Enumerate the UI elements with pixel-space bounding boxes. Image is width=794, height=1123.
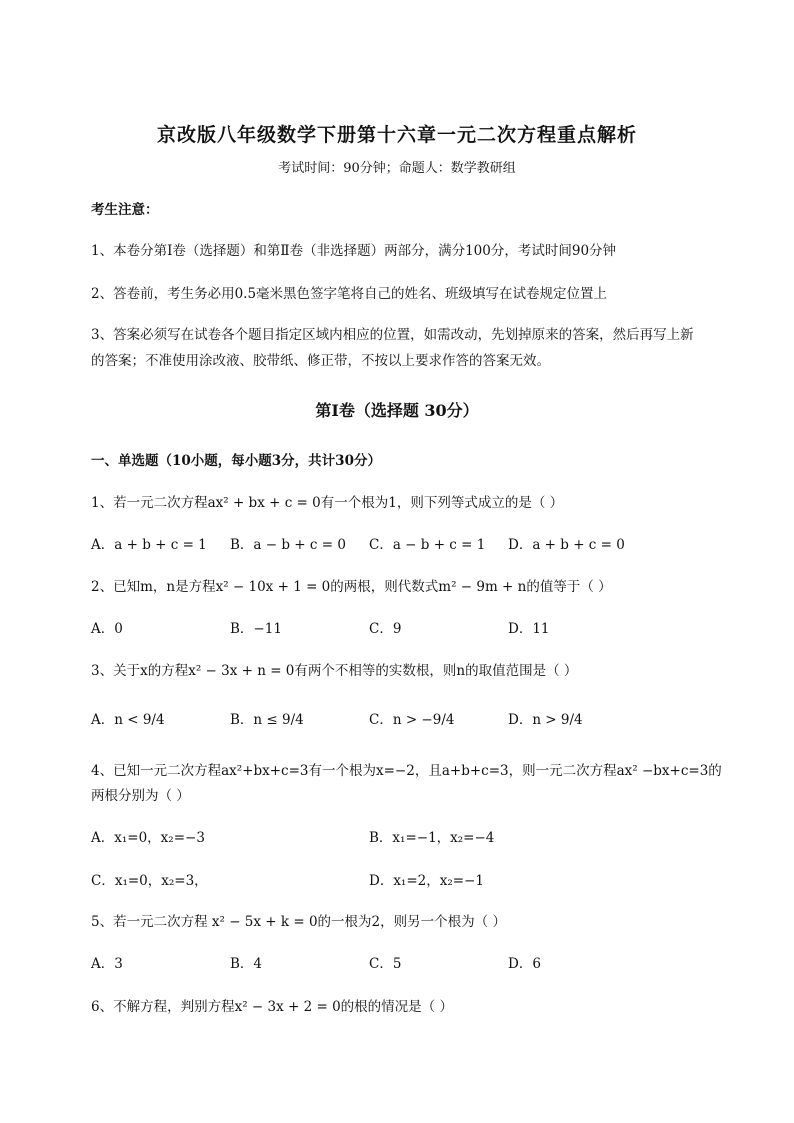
notice-item: 1、本卷分第I卷（选择题）和第Ⅱ卷（非选择题）两部分，满分100分，考试时间90分钟 <box>91 243 617 259</box>
question-stem-continued: 两根分别为（ ） <box>91 788 190 804</box>
option-a: A．x₁=0，x₂=−3 <box>91 830 205 846</box>
question-stem: 1、若一元二次方程ax² + bx + c = 0有一个根为1，则下列等式成立的是（ ） <box>91 495 564 511</box>
option-b: B．−11 <box>230 621 282 637</box>
question-stem: 5、若一元二次方程 x² − 5x + k = 0的一根为2，则另一个根为（ ） <box>91 914 506 930</box>
notice-heading: 考生注意： <box>91 202 159 218</box>
option-d: D．n > 9/4 <box>508 712 583 728</box>
question-stem: 3、关于x的方程x² − 3x + n = 0有两个不相等的实数根，则n的取值范围是（ ） <box>91 663 578 679</box>
option-c: C．a − b + c = 1 <box>369 537 486 553</box>
notice-item: 的答案；不准使用涂改液、胶带纸、修正带，不按以上要求作答的答案无效。 <box>91 353 550 369</box>
page-subtitle: 考试时间：90分钟；命题人：数学教研组 <box>278 161 516 176</box>
option-b: B．a − b + c = 0 <box>230 537 346 553</box>
option-d: D．6 <box>508 956 541 972</box>
option-c: C．n > −9/4 <box>369 712 455 728</box>
option-a: A．3 <box>91 956 123 972</box>
question-stem: 2、已知m，n是方程x² − 10x + 1 = 0的两根，则代数式m² − 9m + n的值等于（ ） <box>91 579 612 595</box>
option-b: B．n ≤ 9/4 <box>230 712 304 728</box>
option-b: B．x₁=−1，x₂=−4 <box>369 830 495 846</box>
option-a: A．a + b + c = 1 <box>91 537 207 553</box>
option-a: A．n < 9/4 <box>91 712 165 728</box>
option-d: D．11 <box>508 621 550 637</box>
page-title: 京改版八年级数学下册第十六章一元二次方程重点解析 <box>156 124 637 146</box>
option-c: C．x₁=0，x₂=3， <box>91 873 208 889</box>
option-d: D．a + b + c = 0 <box>508 537 625 553</box>
option-d: D．x₁=2，x₂=−1 <box>369 873 484 889</box>
notice-item: 3、答案必须写在试卷各个题目指定区域内相应的位置，如需改动，先划掉原来的答案，然后再写上新 <box>91 327 694 343</box>
question-stem: 4、已知一元二次方程ax²+bx+c=3有一个根为x=−2，且a+b+c=3，则一元二次方程ax² −bx+c=3的 <box>91 763 722 779</box>
section-title: 第I卷（选择题 30分） <box>315 401 479 420</box>
question-stem: 6、不解方程，判别方程x² − 3x + 2 = 0的根的情况是（ ） <box>91 999 453 1015</box>
option-c: C．5 <box>369 956 402 972</box>
option-b: B．4 <box>230 956 263 972</box>
part-heading: 一、单选题（10小题，每小题3分，共计30分） <box>91 453 381 469</box>
notice-item: 2、答卷前，考生务必用0.5毫米黑色签字笔将自己的姓名、班级填写在试卷规定位置上 <box>91 286 608 302</box>
option-c: C．9 <box>369 621 402 637</box>
option-a: A．0 <box>91 621 123 637</box>
